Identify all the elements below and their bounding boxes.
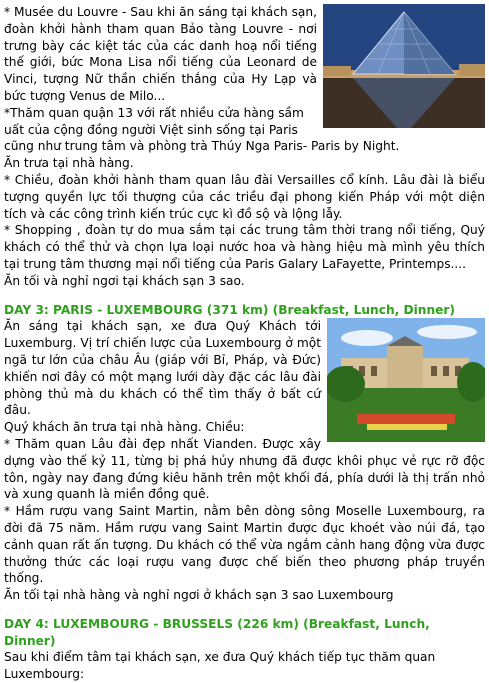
day3-intro: Ăn sáng tại khách sạn, xe đưa Quý Khách tới Luxemburg. Vị trí chiến lược của Luxembourg ở một ngã tư lớn của châu Âu (giáp với Bỉ, Pháp, và Đức) khiến nơi đây có một mạng lưới dày đặc các lâu đài phòng thủ mà du khách có thể tìm thấy ở bất cứ đâu. — [4, 319, 321, 418]
itinerary-document — [4, 4, 485, 683]
versailles-paragraph: * Chiều, đoàn khởi hành tham quan lâu đài Versailles cổ kính. Lâu đài là biểu tượng quyền lực tối thượng của các triều đại phong kiến Pháp với một diện tích và các công trình kiến trúc cực kì đồ sộ và lộng lẫy. — [4, 172, 485, 221]
lunch-line: Ăn trưa tại nhà hàng. — [4, 156, 134, 171]
quan13-paragraph: *Thăm quan quận 13 với rất nhiều cửa hàng sầm uất của cộng đồng người Việt sinh sống tại Paris cũng như trung tâm và phòng trà Thúy Nga Paris- Paris by Night. — [4, 105, 400, 154]
shopping-paragraph: * Shopping , đoàn tự do mua sắm tại các trung tâm thời trang nổi tiếng, Quý khách có thể thử và chọn lựa loại nước hoa và hàng hiệu mà mình yêu thích tại trung tâm thương mại nổi tiếng của Paris Galary LaFayette, Printemps.... — [4, 223, 485, 271]
luxembourg-palace-image — [327, 318, 485, 442]
vianden-paragraph: * Thăm quan Lâu đài đẹp nhất Vianden. Được xây dựng vào thế kỷ 11, từng bị phá hủy nhưng đã được khôi phục vẻ rực rỡ độc tôn, ngày nay đang đứng kiêu hãnh trên một khối đá, phía dưới là thị trấn nhỏ và xung quanh là miền đồng quê. — [4, 436, 485, 502]
day4-intro: Sau khi điểm tâm tại khách sạn, xe đưa Quý khách tiếp tục thăm quan Luxembourg: — [4, 650, 436, 682]
louvre-pyramid-photo — [323, 4, 485, 133]
louvre-paragraph: * Musée du Louvre - Sau khi ăn sáng tại khách sạn, đoàn khởi hành tham quan Bảo tàng Louvre - nơi trưng bày các kiệt tác của các danh hoạ nổi tiếng thế giới, bức Mona Lisa nổi tiếng của Leonard de Vinci, tượng Nữ thần chiến thắng của Hy Lạp và bức tượng Venus de Milo... — [4, 5, 317, 103]
day4-title: DAY 4: LUXEMBOURG - BRUSSELS (226 km) (Breakfast, Lunch, Dinner) — [4, 616, 430, 648]
saint-martin-paragraph: * Hầm rượu vang Saint Martin, nằm bên dòng sông Moselle Luxembourg, ra đời đã 75 năm. Hầm rượu vang Saint Martin được đục khoét vào núi đá, tạo cảnh quan rất ấn tượng. Du khách có thể vừa ngắm cảnh hang động vừa được thưởng thức các loại rượu vang được chế biến theo phương pháp truyền thống. — [4, 504, 485, 586]
luxembourg-palace-photo — [327, 318, 485, 447]
day3-dinner: Ăn tối tại nhà hàng và nghỉ ngơi ở khách sạn 3 sao Luxembourg — [4, 588, 394, 603]
louvre-pyramid-image — [323, 4, 485, 128]
day3-title: DAY 3: PARIS - LUXEMBOURG (371 km) (Breakfast, Lunch, Dinner) — [4, 302, 455, 317]
dinner-line: Ăn tối và nghỉ ngơi tại khách sạn 3 sao. — [4, 273, 245, 288]
day3-lunch: Quý khách ăn trưa tại nhà hàng. Chiều: — [4, 420, 245, 435]
